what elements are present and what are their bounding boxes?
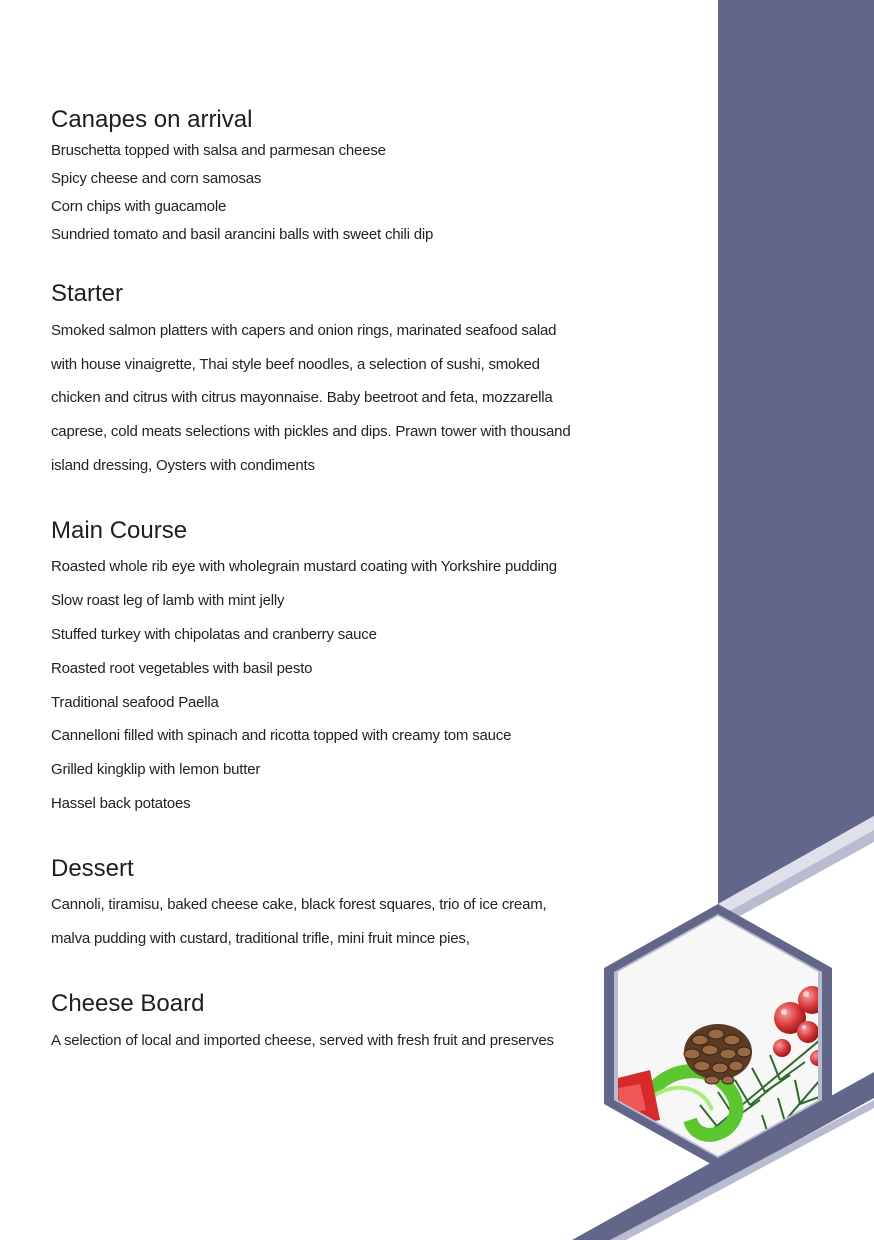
menu-paragraph-line: with house vinaigrette, Thai style beef noodles, a selection of sushi, smoked (51, 356, 540, 373)
menu-item: Sundried tomato and basil arancini balls with sweet chili dip (51, 226, 434, 243)
menu-paragraph-line: caprese, cold meats selections with pickles and dips. Prawn tower with thousand (51, 423, 571, 440)
menu-item: Bruschetta topped with salsa and parmesan cheese (51, 142, 386, 159)
section-title-main-course: Main Course (51, 517, 188, 544)
menu-paragraph-line: Cannoli, tiramisu, baked cheese cake, black forest squares, trio of ice cream, (51, 896, 547, 913)
section-title-dessert: Dessert (51, 855, 134, 882)
menu-item: Roasted root vegetables with basil pesto (51, 660, 313, 677)
menu-item: Spicy cheese and corn samosas (51, 170, 262, 187)
menu-item: Cannelloni filled with spinach and ricotta topped with creamy tom sauce (51, 727, 512, 744)
menu-item: Roasted whole rib eye with wholegrain mustard coating with Yorkshire pudding (51, 558, 557, 575)
menu-paragraph-line: island dressing, Oysters with condiments (51, 457, 315, 474)
menu-item: Slow roast leg of lamb with mint jelly (51, 592, 285, 609)
menu-item: Corn chips with guacamole (51, 198, 227, 215)
section-title-starter: Starter (51, 280, 124, 307)
accent-band (718, 0, 874, 904)
menu-paragraph-line: chicken and citrus with citrus mayonnaise. Baby beetroot and feta, mozzarella (51, 389, 553, 406)
menu-paragraph-line: malva pudding with custard, traditional trifle, mini fruit mince pies, (51, 930, 470, 947)
menu-item: Hassel back potatoes (51, 795, 191, 812)
menu-paragraph-line: Smoked salmon platters with capers and onion rings, marinated seafood salad (51, 322, 557, 339)
section-title-canapes: Canapes on arrival (51, 106, 253, 133)
menu-item: Grilled kingklip with lemon butter (51, 761, 261, 778)
menu-item: Stuffed turkey with chipolatas and cranberry sauce (51, 626, 377, 643)
section-title-cheese-board: Cheese Board (51, 990, 205, 1017)
menu-item: A selection of local and imported cheese, served with fresh fruit and preserves (51, 1032, 554, 1049)
menu-item: Traditional seafood Paella (51, 694, 219, 711)
